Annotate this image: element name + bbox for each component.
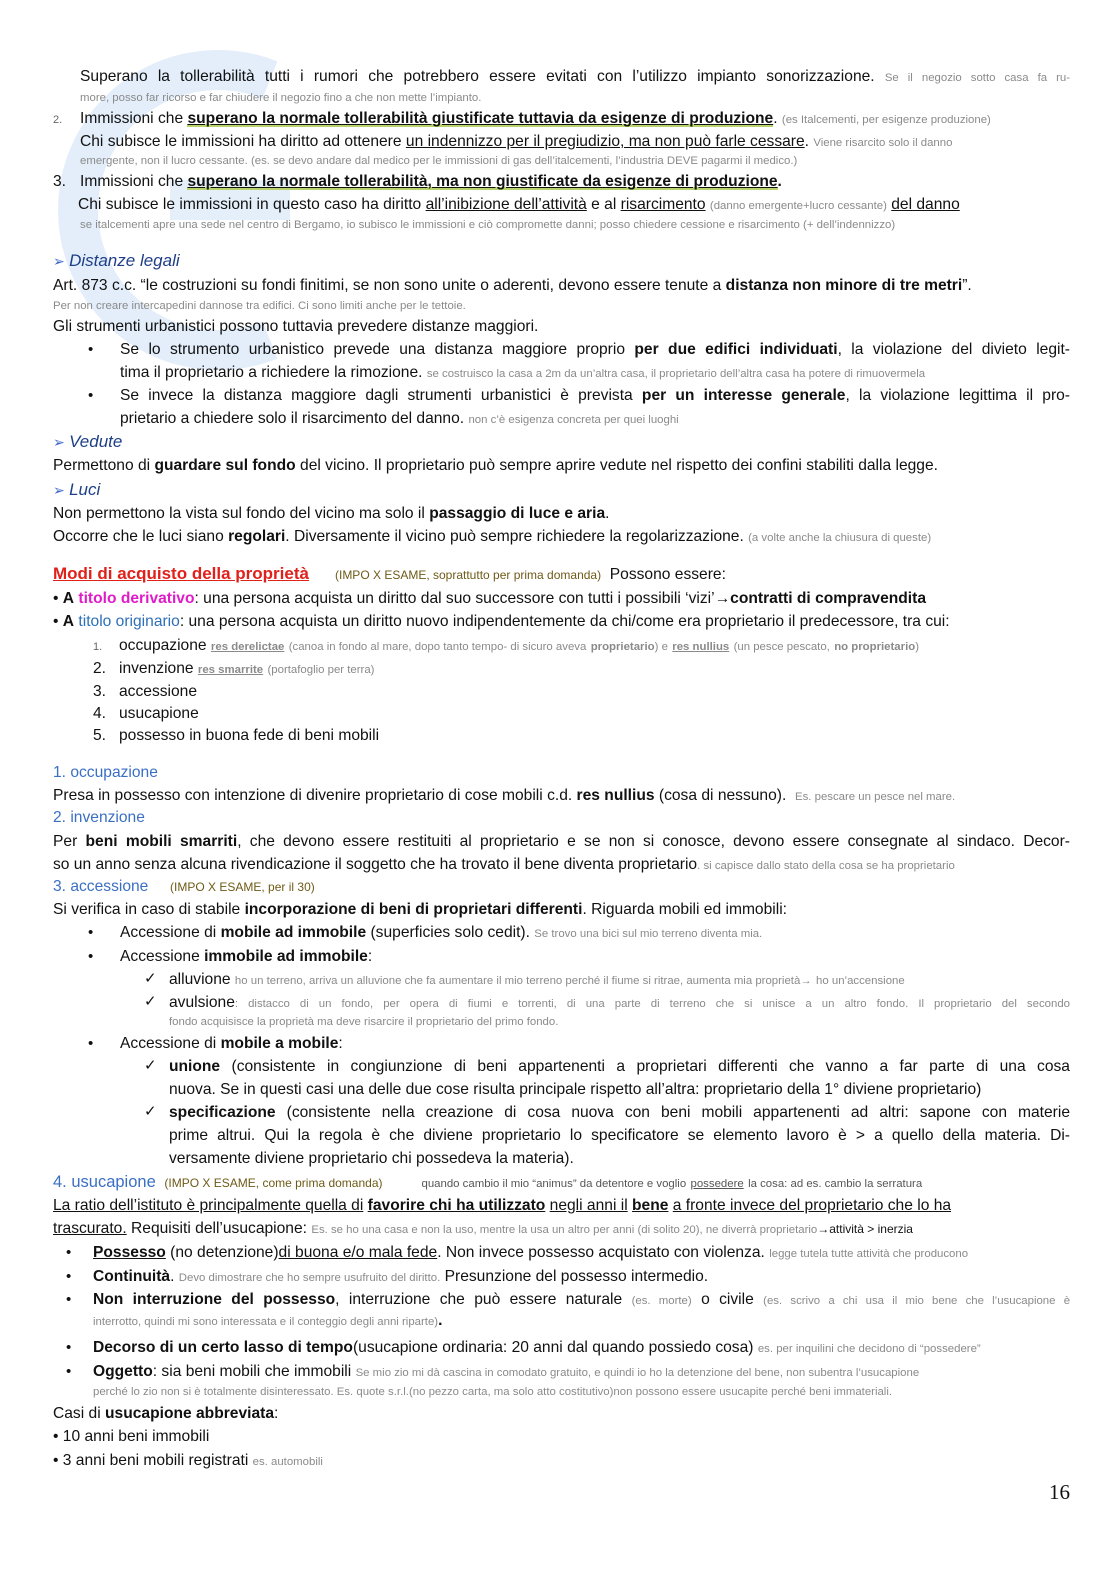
bullet: • <box>88 948 94 965</box>
section-heading-distanze: ➢ Distanze legali <box>53 251 180 270</box>
list-item-possesso: possesso in buona fede di beni mobili <box>119 727 380 744</box>
check-icon: ✓ <box>144 993 157 1010</box>
list-number: 5. <box>93 727 107 744</box>
bullet: • <box>66 1268 72 1285</box>
text-line: Se lo strumento urbanistico prevede una distanza maggiore proprio per due edifici individuati, la violazione del divieto legit- <box>120 341 1070 358</box>
text-line: alluvione ho un terreno, arriva un alluvione che fa aumentare il mio terreno perché il fiume si ritrae, aumenta mia proprietà→ ho un’accensione <box>169 971 905 988</box>
text-line: Permettono di guardare sul fondo del vicino. Il proprietario può sempre aprire vedute nel rispetto dei confini stabiliti dalla legge. <box>53 457 938 474</box>
text-line: Se invece la distanza maggiore dagli strumenti urbanistici è prevista per un interesse generale, la violazione legittima il pro- <box>120 387 1071 404</box>
text-line: prietario a chiedere solo il risarcimento del danno. non c’è esigenza concreta per quei luoghi <box>120 410 679 427</box>
list-number: 3. <box>53 173 67 190</box>
text-line: Continuità. Devo dimostrare che ho sempre usufruito del diritto. Presunzione del possesso intermedio. <box>93 1268 709 1285</box>
text-line: Per beni mobili smarriti, che devono essere restituiti al proprietario e se non si conosce, devono essere consegnate al sindaco. Decor- <box>53 833 1070 850</box>
text-line: tima il proprietario a richiedere la rimozione. se costruisco la casa a 2m da un’altra casa, il proprietario dell’altra casa ha potere di rimuovermela <box>120 364 926 381</box>
note-line: more, posso far ricorso e far chiudere il negozio fino a che non mette l’impianto. <box>80 92 482 104</box>
text-line: • A titolo originario: una persona acquista un diritto nuovo indipendentemente da chi/come era proprietario il predecessore, tra cui: <box>53 613 950 630</box>
note-line: emergente, non il lucro cessante. (es. se devo andare dal medico per le immissioni di gas dell’italcementi, l’industria DEVE pagarmi il medico.) <box>80 155 798 167</box>
bullet: • <box>66 1291 72 1308</box>
text-line: Decorso di un certo lasso di tempo(usucapione ordinaria: 20 anni dal quando possiedo cosa) es. per inquilini che decidono di “possedere” <box>93 1339 981 1356</box>
list-number: 3. <box>93 683 107 700</box>
text-line: versamente diviene proprietario chi possedeva la materia). <box>169 1150 574 1167</box>
text-line: Occorre che le luci siano regolari. Diversamente il vicino può sempre richiedere la regolarizzazione. (a volte anche la chiusura di queste) <box>53 528 932 545</box>
text-line: Art. 873 c.c. “le costruzioni su fondi finitimi, se non sono unite o aderenti, devono essere tenute a distanza non minore di tre metri”. <box>53 277 972 294</box>
text-line: trascurato. Requisiti dell’usucapione: Es. se ho una casa e non la uso, mentre la usa un altro per anni (di solito 20), ne diverrà proprietario→attività > inerzia <box>53 1220 913 1237</box>
list-number: 1. <box>93 641 103 653</box>
section-heading-vedute: ➢ Vedute <box>53 432 123 451</box>
section-heading-luci: ➢ Luci <box>53 480 101 499</box>
text-line: nuova. Se in questi casi una delle due cose risulta principale rispetto all’altra: proprietario della 1° diviene proprietario) <box>169 1081 982 1098</box>
text-line: Superano la tollerabilità tutti i rumori che potrebbero essere evitati con l’utilizzo impianto sonorizzazione. Se il negozio sotto casa fa ru- <box>80 68 1071 85</box>
text-line: prime altrui. Qui la regola è che diviene proprietario lo specificatore se elemento lavoro è > a quello della materia. Di- <box>169 1127 1070 1144</box>
note-line: Per non creare intercapedini dannose tra edifici. Ci sono limiti anche per le tettoie. <box>53 300 466 312</box>
list-item-accessione: accessione <box>119 683 198 700</box>
bullet: • <box>66 1339 72 1356</box>
text-line: so un anno senza alcuna rivendicazione il soggetto che ha trovato il bene diventa proprietario. si capisce dallo stato della cosa se ha proprietario <box>53 856 955 873</box>
text-line: Si verifica in caso di stabile incorporazione di beni di proprietari differenti. Riguarda mobili ed immobili: <box>53 901 787 918</box>
bullet: • <box>66 1363 72 1380</box>
subheading-usucapione: 4. usucapione (IMPO X ESAME, come prima domanda) quando cambio il mio “animus” da detentore e voglio possedere la cosa: ad es. cambio la serratura <box>53 1173 923 1191</box>
text-line: unione (consistente in congiunzione di beni appartenenti a proprietari differenti che vanno a far parte di una cosa <box>169 1058 1070 1075</box>
text-line: Oggetto: sia beni mobili che immobili Se mio zio mi dà cascina in comodato gratuito, e quindi io ho la detenzione del bene, non subentra l’usucapione <box>93 1363 920 1380</box>
list-item-occupazione: occupazione res derelictae (canoa in fondo al mare, dopo tanto tempo- di sicuro aveva proprietario) e res nullius (un pesce pescato, no proprietario) <box>119 637 919 654</box>
note-line: se italcementi apre una sede nel centro di Bergamo, io subisco le immissioni e ciò compromette danni; posso chiedere cessione e risarcimento (+ dell’indennizzo) <box>80 219 896 231</box>
text-line: Accessione immobile ad immobile: <box>120 948 373 965</box>
list-number: 4. <box>93 705 107 722</box>
text-line: • A titolo derivativo: una persona acquista un diritto dal suo successore con tutti i possibili ‘vizi’→contratti di compravendita <box>53 590 926 607</box>
bullet: • <box>88 387 94 404</box>
subheading-accessione: 3. accessione (IMPO X ESAME, per il 30) <box>53 878 315 895</box>
text-line: • 10 anni beni immobili <box>53 1428 210 1445</box>
text-line: Casi di usucapione abbreviata: <box>53 1405 279 1422</box>
subheading-invenzione: 2. invenzione <box>53 809 145 826</box>
text-line: Chi subisce le immissioni ha diritto ad ottenere un indennizzo per il pregiudizio, ma non può farle cessare. Viene risarcito solo il danno <box>80 133 953 150</box>
text-line: Gli strumenti urbanistici possono tuttavia prevedere distanze maggiori. <box>53 318 539 335</box>
text-line: Immissioni che superano la normale tollerabilità giustificate tuttavia da esigenze di produzione. (es Italcementi, per esigenze produzione) <box>80 110 991 127</box>
text-line: La ratio dell’istituto è principalmente quella di favorire chi ha utilizzato negli anni il bene a fronte invece del proprietario che lo ha <box>53 1197 952 1214</box>
list-number: 2. <box>93 660 107 677</box>
note-line: perché lo zio non si è totalmente disinteressato. Es. quote s.r.l.(no pezzo carta, ma solo atto costitutivo)non possono essere usucapite perché beni immateriali. <box>93 1386 893 1398</box>
text-line: Presa in possesso con intenzione di divenire proprietario di cose mobili c.d. res nullius (cosa di nessuno). Es. pescare un pesce nel mare. <box>53 787 956 804</box>
note-line: fondo acquisisce la proprietà ma deve risarcire il proprietario del primo fondo. <box>169 1016 559 1028</box>
text-line: Immissioni che superano la normale tollerabilità, ma non giustificate da esigenze di produzione. <box>80 173 782 190</box>
list-number: 2. <box>53 114 63 126</box>
text-line: Non permettono la vista sul fondo del vicino ma solo il passaggio di luce e aria. <box>53 505 610 522</box>
check-icon: ✓ <box>144 1103 157 1120</box>
list-item-usucapione: usucapione <box>119 705 199 722</box>
text-line: Accessione di mobile ad immobile (superficies solo cedit). Se trovo una bici sul mio terreno diventa mia. <box>120 924 763 941</box>
text-line: Possesso (no detenzione)di buona e/o mala fede. Non invece possesso acquistato con violenza. legge tutela tutte attività che producono <box>93 1244 969 1261</box>
bullet: • <box>88 341 94 358</box>
bullet: • <box>88 1035 94 1052</box>
page-number: 16 <box>1049 1480 1070 1504</box>
bullet: • <box>66 1244 72 1261</box>
bullet: • <box>88 924 94 941</box>
text-line: specificazione (consistente nella creazione di cosa nuova con beni mobili appartenenti ad altri: sapone con materie <box>169 1104 1070 1121</box>
list-item-invenzione: invenzione res smarrite (portafoglio per terra) <box>119 660 375 677</box>
note-line: interrotto, quindi mi sono interessata e il conteggio degli anni riparte). <box>93 1312 443 1329</box>
text-line: • 3 anni beni mobili registrati es. automobili <box>53 1452 323 1469</box>
check-icon: ✓ <box>144 1057 157 1074</box>
text-line: Accessione di mobile a mobile: <box>120 1035 343 1052</box>
section-heading-modi: Modi di acquisto della proprietà (IMPO X ESAME, soprattutto per prima domanda) Possono essere: <box>53 564 726 583</box>
text-line: Non interruzione del possesso, interruzione che può essere naturale (es. morte) o civile (es. scrivo a chi usa il mio bene che l’usucapione è <box>93 1291 1071 1308</box>
check-icon: ✓ <box>144 970 157 987</box>
text-line: avulsione: distacco di un fondo, per opera di fiumi e torrenti, di una parte di terreno che si unisce a un altro fondo. Il proprietario del secondo <box>169 994 1070 1011</box>
subheading-occupazione: 1. occupazione <box>53 764 158 781</box>
text-line: Chi subisce le immissioni in questo caso ha diritto all’inibizione dell’attività e al risarcimento (danno emergente+lucro cessante) del danno <box>78 196 960 213</box>
